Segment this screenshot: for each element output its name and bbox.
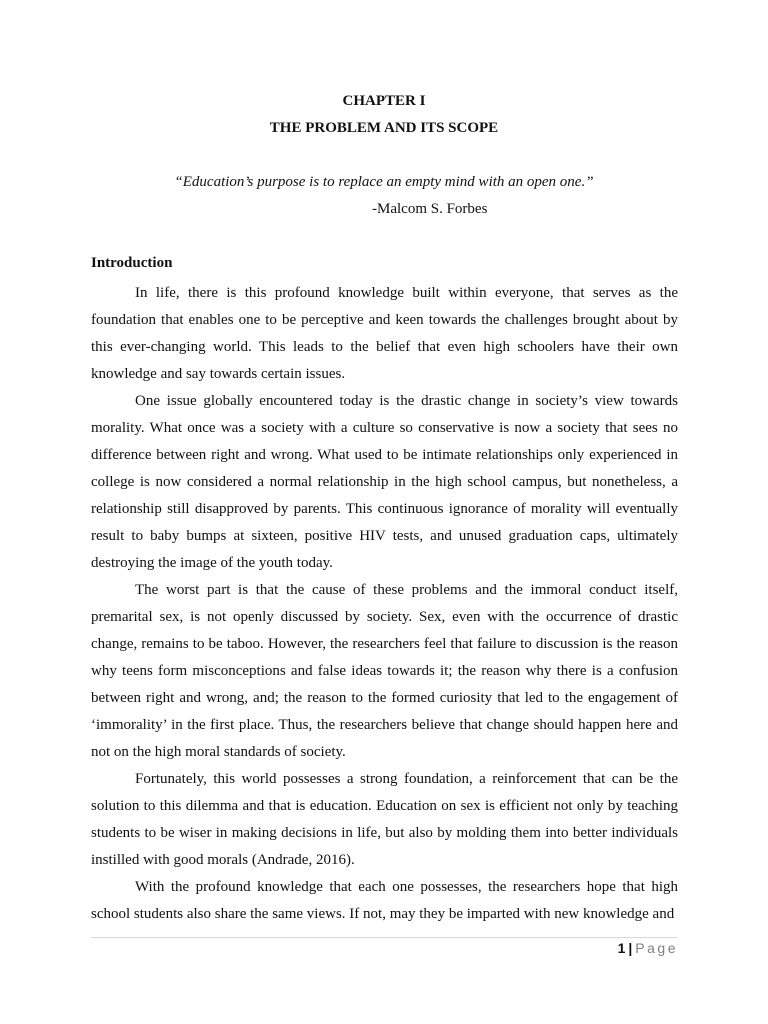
footer-separator: | [628,940,633,956]
chapter-title: THE PROBLEM AND ITS SCOPE [269,120,499,136]
paragraph: With the profound knowledge that each one possesses, the researchers hope that high school students also share the same views. If not, may they be imparted with new knowledge and [91,879,678,922]
page-number: 1 [617,940,626,956]
page-footer [618,940,678,956]
footer-divider [91,937,678,938]
epigraph-author: -Malcom S. Forbes [372,201,488,217]
paragraph: Fortunately, this world possesses a strong foundation, a reinforcement that can be the solution to this dilemma and that is education. Education on sex is efficient not only by teaching students to be wiser in making decisions in life, but also by molding them into better individuals instilled with good morals (Andrade, 2016). [91,771,678,868]
epigraph-quote: “Education’s purpose is to replace an empty mind with an open one.” [174,174,594,190]
section-heading: Introduction [91,255,173,271]
paragraph: One issue globally encountered today is the drastic change in society’s view towards morality. What once was a society with a culture so conservative is now a society that sees no difference between right and wrong. What used to be intimate relationships only experienced in college is now considered a normal relationship in the high school campus, but nonetheless, a relationship still disapproved by parents. This continuous ignorance of morality will eventually result to baby bumps at sixteen, positive HIV tests, and unused graduation caps, ultimately destroying the image of the youth today. [91,393,678,571]
section-body [91,280,678,928]
page-label: Page [635,940,678,956]
paragraph: The worst part is that the cause of these problems and the immoral conduct itself, premarital sex, is not openly discussed by society. Sex, even with the occurrence of drastic change, remains to be taboo. However, the researchers feel that failure to discussion is the reason why teens form misconceptions and false ideas towards it; the reason why there is a confusion between right and wrong, and; the reason to the formed curiosity that led to the engagement of ‘immorality’ in the first place. Thus, the researchers believe that change should happen here and not on the high moral standards of society. [91,582,678,760]
paragraph: In life, there is this profound knowledge built within everyone, that serves as the foundation that enables one to be perceptive and keen towards the challenges brought about by this ever-changing world. This leads to the belief that even high schoolers have their own knowledge and say towards certain issues. [91,285,678,382]
chapter-number: CHAPTER I [342,93,426,109]
